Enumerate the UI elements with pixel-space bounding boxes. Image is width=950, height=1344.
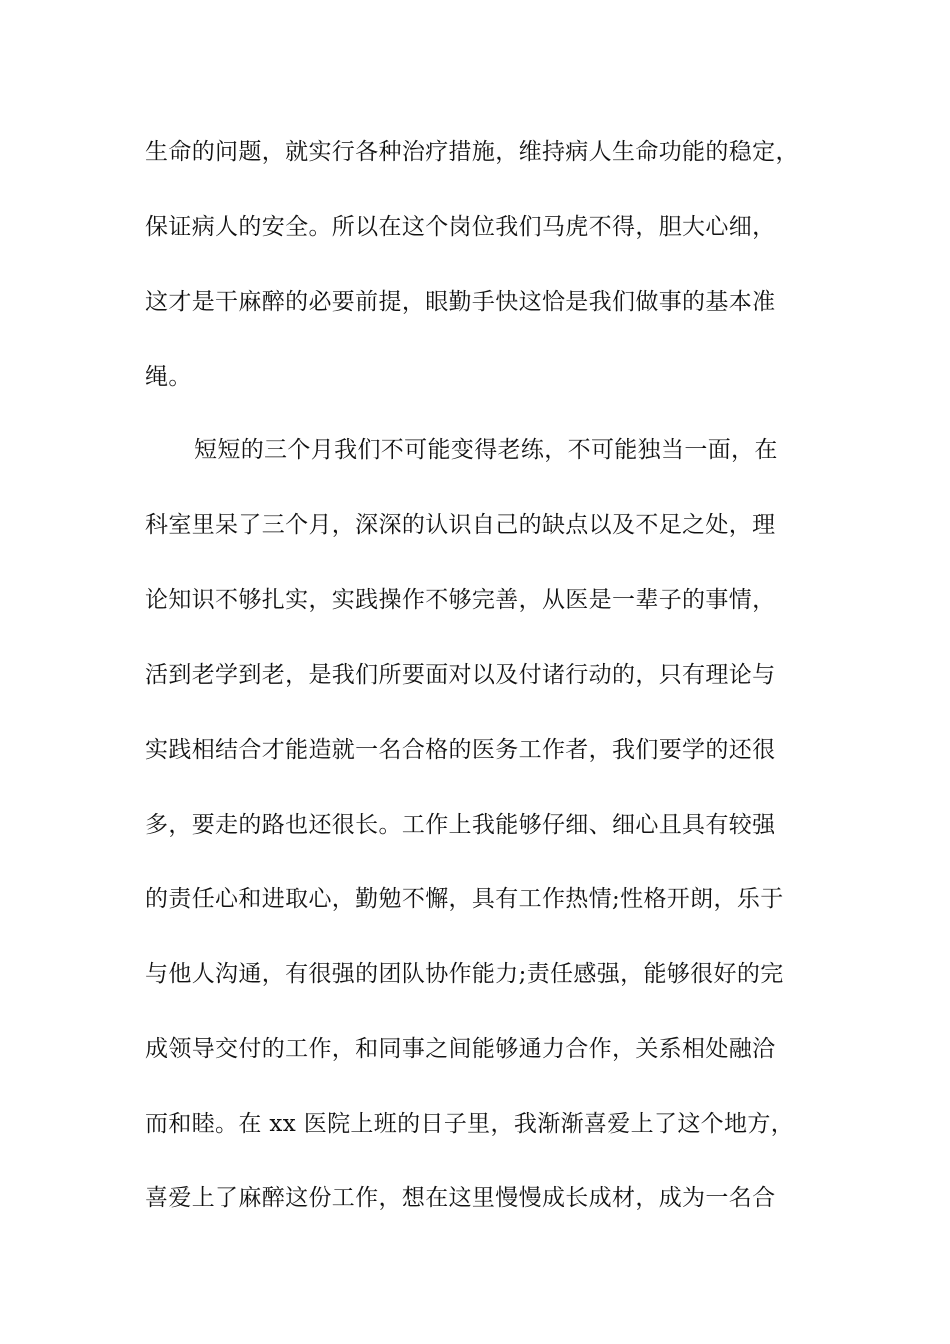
text-line: 保证病人的安全。所以在这个岗位我们马虎不得，胆大心细， bbox=[145, 214, 776, 240]
text-line: 论知识不够扎实，实践操作不够完善，从医是一辈子的事情， bbox=[145, 587, 776, 613]
text-line: 生命的问题，就实行各种治疗措施，维持病人生命功能的稳定， bbox=[145, 139, 799, 165]
text-line: 科室里呆了三个月，深深的认识自己的缺点以及不足之处，理 bbox=[145, 512, 776, 538]
paragraph-first-line: 短短的三个月我们不可能变得老练，不可能独当一面，在 bbox=[194, 437, 778, 463]
text-line: 活到老学到老，是我们所要面对以及付诸行动的，只有理论与 bbox=[145, 662, 776, 688]
text-line: 绳。 bbox=[145, 364, 192, 390]
text-line: 喜爱上了麻醉这份工作，想在这里慢慢成长成材，成为一名合 bbox=[145, 1185, 776, 1211]
text-line: 成领导交付的工作，和同事之间能够通力合作，关系相处融洽 bbox=[145, 1036, 776, 1062]
text-line: 这才是干麻醉的必要前提，眼勤手快这恰是我们做事的基本准 bbox=[145, 289, 776, 315]
text-line: 与他人沟通，有很强的团队协作能力;责任感强，能够很好的完 bbox=[145, 961, 784, 987]
text-line: 的责任心和进取心，勤勉不懈，具有工作热情;性格开朗，乐于 bbox=[145, 886, 784, 912]
text-line: 而和睦。在 xx 医院上班的日子里，我渐渐喜爱上了这个地方， bbox=[145, 1111, 795, 1137]
text-line: 实践相结合才能造就一名合格的医务工作者，我们要学的还很 bbox=[145, 737, 776, 763]
text-line: 多，要走的路也还很长。工作上我能够仔细、细心且具有较强 bbox=[145, 812, 776, 838]
